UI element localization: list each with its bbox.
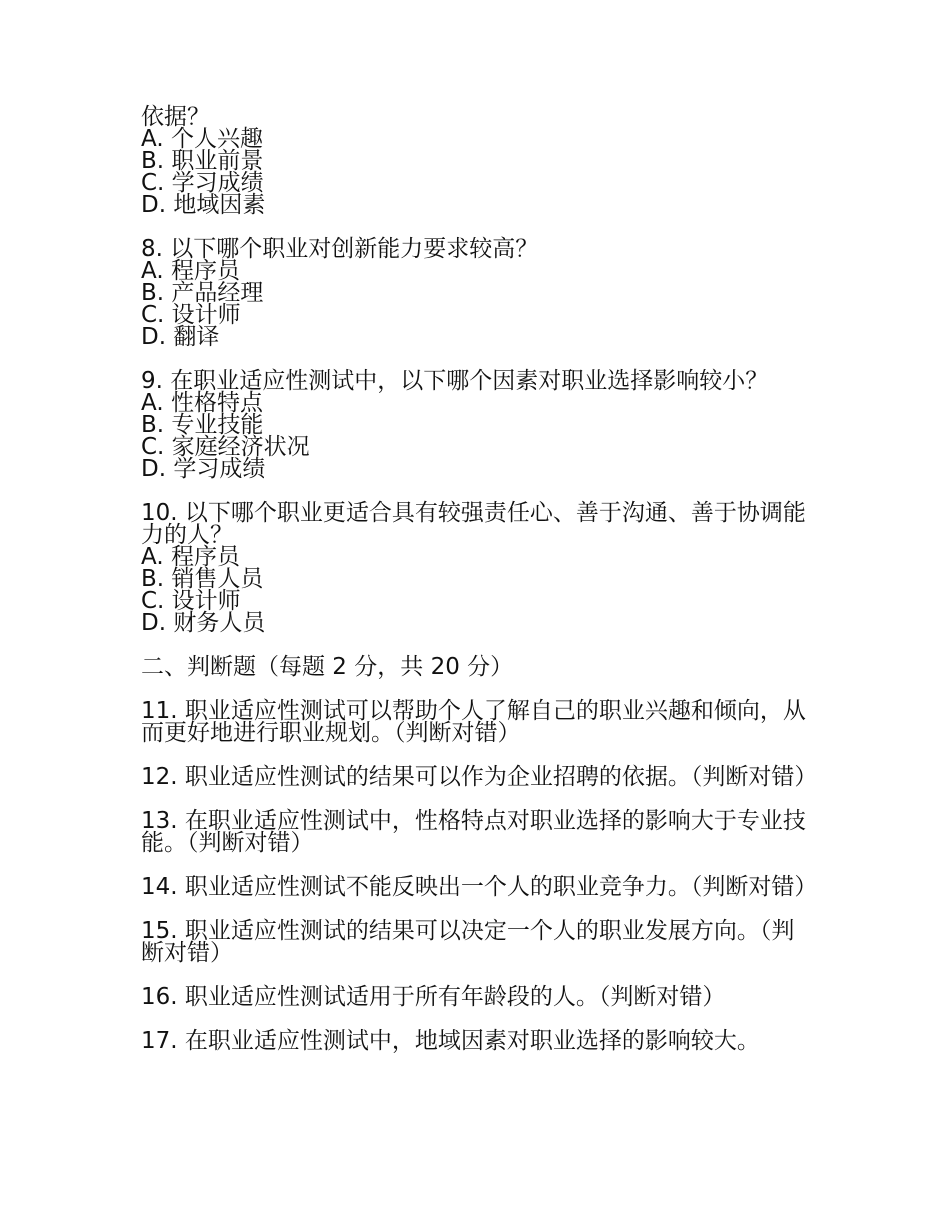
question-9 [141,370,811,480]
question-7-continuation [141,106,811,216]
option-a: A. 程序员 [141,544,240,570]
judgment-17: 17. 在职业适应性测试中，地域因素对职业选择的影响较大。 [141,1028,760,1054]
question-10 [141,502,811,634]
option-d: D. 翻译 [141,324,220,350]
option-b: B. 销售人员 [141,566,264,592]
option-d: D. 财务人员 [141,610,266,636]
option-d: D. 地域因素 [141,192,266,218]
judgment-15: 15. 职业适应性测试的结果可以决定一个人的职业发展方向。（判断对错） [141,918,795,966]
section-heading: 二、判断题（每题 2 分，共 20 分） [141,654,514,680]
option-b: B. 职业前景 [141,148,264,174]
option-d: D. 学习成绩 [141,456,266,482]
judgment-13: 13. 在职业适应性测试中，性格特点对职业选择的影响大于专业技能。（判断对错） [141,808,806,856]
option-b: B. 专业技能 [141,412,264,438]
judgment-12: 12. 职业适应性测试的结果可以作为企业招聘的依据。（判断对错） [141,764,818,790]
option-b: B. 产品经理 [141,280,264,306]
question-stem-tail: 依据？ [141,104,210,130]
question-stem: 8. 以下哪个职业对创新能力要求较高？ [141,236,539,262]
judgment-14: 14. 职业适应性测试不能反映出一个人的职业竞争力。（判断对错） [141,874,818,900]
option-c: C. 设计师 [141,588,241,614]
judgment-16: 16. 职业适应性测试适用于所有年龄段的人。（判断对错） [141,984,726,1010]
question-stem: 9. 在职业适应性测试中，以下哪个因素对职业选择影响较小？ [141,368,769,394]
question-stem: 10. 以下哪个职业更适合具有较强责任心、善于沟通、善于协调能力的人？ [141,500,806,548]
option-a: A. 性格特点 [141,390,263,416]
option-c: C. 学习成绩 [141,170,264,196]
option-c: C. 家庭经济状况 [141,434,310,460]
question-8 [141,238,811,348]
judgment-11: 11. 职业适应性测试可以帮助个人了解自己的职业兴趣和倾向，从而更好地进行职业规划。（判断对错） [141,698,806,746]
option-a: A. 程序员 [141,258,240,284]
document-page [141,104,818,1074]
option-c: C. 设计师 [141,302,241,328]
option-a: A. 个人兴趣 [141,126,263,152]
